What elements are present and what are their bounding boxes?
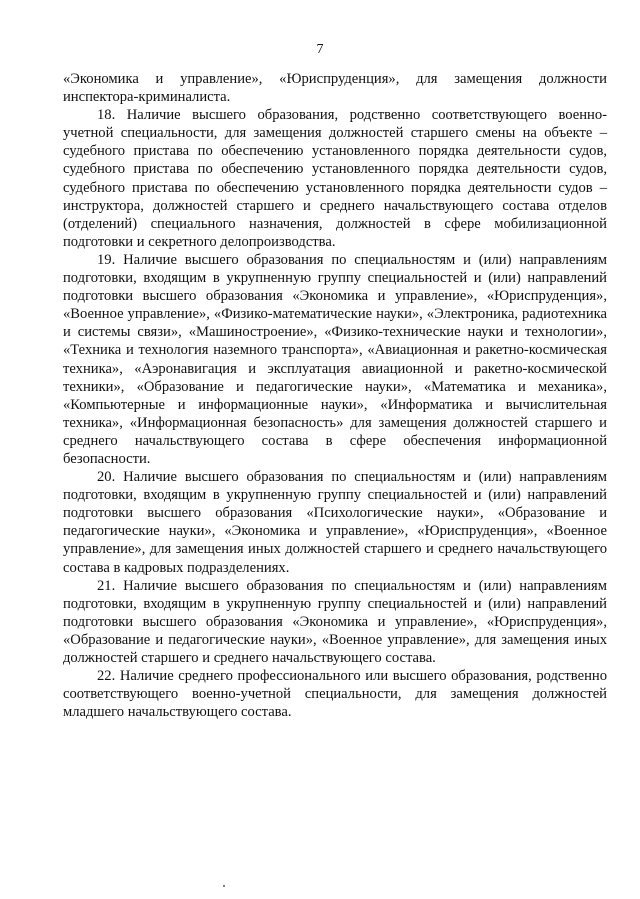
paragraph-item-18: 18. Наличие высшего образования, родственно соответствующего военно-учетной специальности, для замещения должностей старшего смены на объекте – судебного пристава по обеспечению установленного порядка деятельности судов, судебного пристава по обеспечению установленного порядка деятельности судов, судебного пристава по обеспечению установленного порядка деятельности судов – инструктора, должностей старшего и среднего начальствующего состава отделов (отделений) специального назначения, должностей в сфере мобилизационной подготовки и секретного делопроизводства. — [63, 107, 607, 250]
paragraph-continuation: «Экономика и управление», «Юриспруденция», для замещения должности инспектора-криминалиста. — [63, 71, 607, 106]
document-body — [63, 70, 607, 721]
paragraph-item-21: 21. Наличие высшего образования по специальностям и (или) направлениям подготовки, входящим в укрупненную группу специальностей и (или) направлений подготовки высшего образования «Экономика и управление», «Юриспруденция», «Образование и педагогические науки», «Военное управление», для замещения иных должностей старшего и среднего начальствующего состава. — [63, 577, 607, 666]
scan-speck — [223, 885, 225, 887]
page-number: 7 — [316, 42, 324, 57]
paragraph-item-19: 19. Наличие высшего образования по специальностям и (или) направлениям подготовки, входящим в укрупненную группу специальностей и (или) направлений подготовки высшего образования «Экономика и управление», «Юриспруденция», «Военное управление», «Физико-математические науки», «Электроника, радиотехника и системы связи», «Машиностроение», «Физико-технические науки и технологии», «Техника и технология наземного транспорта», «Авиационная и ракетно-космическая техника», «Аэронавигация и эксплуатация авиационной и ракетно-космической техники», «Образование и педагогические науки», «Математика и механика», «Компьютерные и информационные науки», «Информатика и вычислительная техника», «Информационная безопасность» для замещения должностей старшего и среднего начальствующего состава в сфере обеспечения информационной безопасности. — [63, 251, 607, 467]
paragraph-item-20: 20. Наличие высшего образования по специальностям и (или) направлениям подготовки, входящим в укрупненную группу специальностей и (или) направлений подготовки высшего образования «Психологические науки», «Образование и педагогические науки», «Экономика и управление», «Юриспруденция», «Военное управление», для замещения иных должностей старшего и среднего начальствующего состава в кадровых подразделениях. — [63, 469, 607, 576]
paragraph-item-22: 22. Наличие среднего профессионального или высшего образования, родственно соответствующего военно-учетной специальности, для замещения должностей младшего начальствующего состава. — [63, 668, 607, 721]
